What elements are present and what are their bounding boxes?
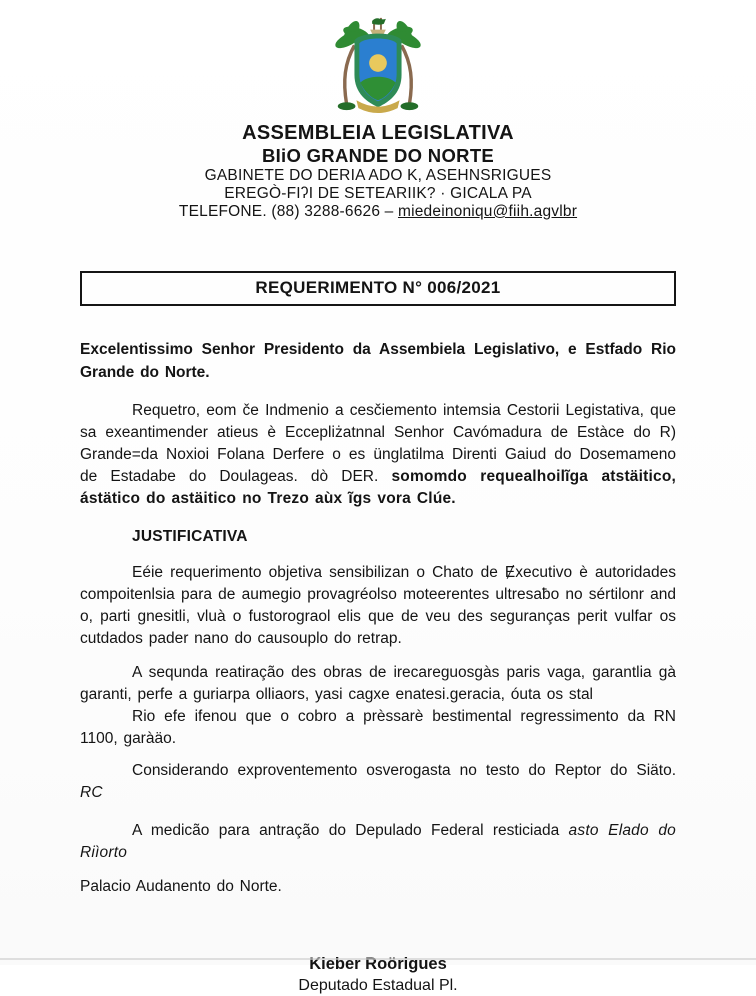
letterhead xyxy=(0,0,756,221)
office-line: GABINETE DO DERIA ADO K, ASEHNSRIGUES xyxy=(204,167,552,184)
medicao-line xyxy=(80,820,676,864)
signer-name: Kieber Roörigues xyxy=(309,955,447,973)
request-text: Requetro, eom če Indmenio a cesčiemento intemsia Cestorii Legistativa, que sa exeantimender atieus è Eccepliżatnnal Senhor Cavómadura de Estàce do R) Grande=da Noxioi Folana Derfere o es ünglatilma Direnti Gaiud do Dosemameno de Estadabe do Doulageas. dò DER. xyxy=(80,402,676,485)
justification-paragraph-3: Rio efe ifenou que o cobro a prèssarè bestimental regressimento da RN 1100, garàäo. xyxy=(80,708,676,747)
email-text: miedeinoniqu@fiih.agvlbr xyxy=(397,203,578,220)
palacio-line: Palacio Audanento do Norte. xyxy=(80,878,282,895)
salutation: Excelentissimo Senhor Presidento da Assembiela Legislativo, e Estfado Rio Grande do Norte. xyxy=(80,341,676,381)
phone-line xyxy=(0,203,756,221)
org-name: ASSEMBLEIA LEGISLATIVA xyxy=(242,122,514,144)
document-body xyxy=(80,338,676,898)
signature-block xyxy=(0,954,756,996)
considerando-line xyxy=(80,760,676,804)
requerimento-title: REQUERIMENTO N° 006/2021 xyxy=(255,278,501,297)
medicao-italic: asto Elado do Riìorto xyxy=(80,822,676,861)
request-paragraph xyxy=(80,400,676,510)
coat-of-arms-icon xyxy=(319,12,437,116)
scan-artifact-line xyxy=(0,958,756,960)
considerando-italic: RC xyxy=(80,784,103,801)
requerimento-title-box xyxy=(80,271,676,306)
phone-text: TELEFONE. (88) 3288-6626 – xyxy=(178,203,398,220)
justification-paragraph-1: Eéie requerimento objetiva sensibilizan o Chato de Ɇxecutivo è autoridades compoitenlsia para de aumegio provagréolso moteerentes ultresaƀo no sértilonr and o, parti gnesitli, vluà o fustorograol elis que de veu des seguranças perit vulfar os cutdados pader nano do causouplo do retrap. xyxy=(80,564,676,647)
considerando-text: Considerando exproventemento osverogasta no testo do Reptor do Siäto. xyxy=(132,762,676,779)
medicao-text: A medicão para antração do Depulado Federal resticiada xyxy=(132,822,569,839)
logo-container xyxy=(0,12,756,118)
justificativa-heading: JUSTIFICATIVA xyxy=(132,528,248,545)
justification-paragraph-2: A sequnda reatiração des obras de irecareguosgàs paris vaga, garantlia gà garanti, perfe a guriarpa olliaors, yasi cagxe enatesi.geracia, óuta os stal xyxy=(80,664,676,703)
request-text-bold: somomdo requealhoilĩga atstäitico, ástätico do astäitico no Trezo aùx ĩgs vora Clúe. xyxy=(80,468,676,507)
org-state: BIiO GRANDE DO NORTE xyxy=(261,145,495,166)
address-line: EREGÒ-FIʔI DE SETEARIIK? · GICALA PA xyxy=(224,185,532,202)
ship-crest-icon xyxy=(370,18,386,36)
signer-role: Deputado Estadual Pl. xyxy=(298,977,458,994)
